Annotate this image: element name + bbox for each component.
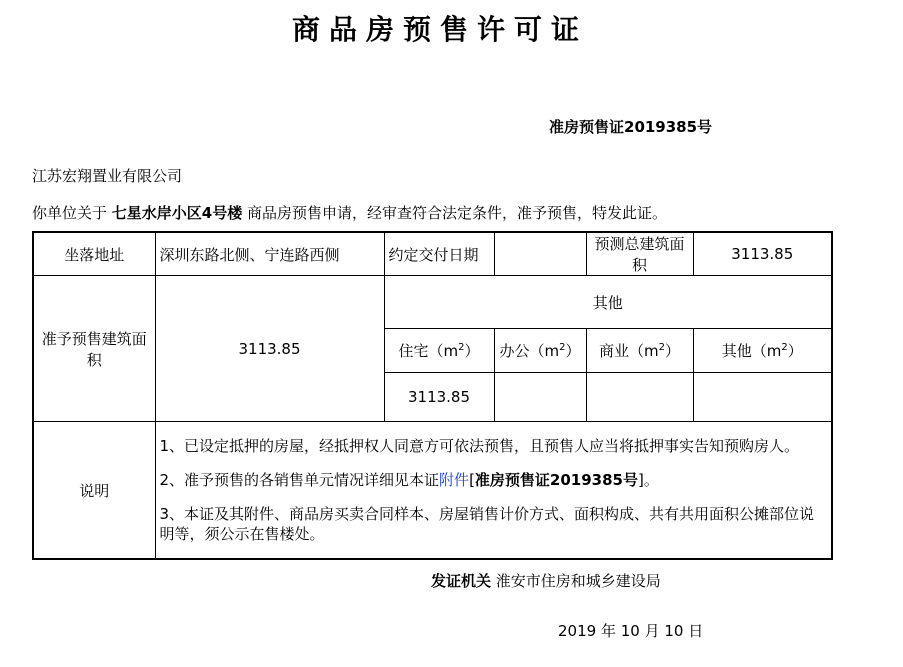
unit-commercial: 商业$(m^2)$ bbox=[586, 329, 693, 373]
attachment-link[interactable]: 附件 bbox=[439, 471, 470, 489]
unit-other: 其他$(m^2)$ bbox=[693, 329, 832, 373]
intro-prefix: 你单位关于 bbox=[32, 204, 108, 222]
issuer-name: 淮安市住房和城乡建设局 bbox=[495, 572, 661, 590]
unit-residential: 住宅$(m^2)$ bbox=[384, 329, 494, 373]
presale-area-label: 准予预售建筑面积 bbox=[33, 276, 155, 422]
presale-area-value: 3113.85 bbox=[155, 276, 384, 422]
issuing-authority bbox=[431, 570, 661, 591]
estimated-area-label: 预测总建筑面积 bbox=[586, 232, 693, 276]
note-2: 2、准予预售的各销售单元情况详细见本证附件[准房预售证2019385号]。 bbox=[159, 471, 659, 489]
issuer-label: 发证机关 bbox=[431, 572, 492, 590]
estimated-area-value: 3113.85 bbox=[693, 232, 832, 276]
presale-area-row bbox=[33, 276, 832, 329]
document-title: 商品房预售许可证 bbox=[291, 13, 588, 46]
project-name: 七星水岸小区4号楼 bbox=[111, 204, 243, 222]
location-value: 深圳东路北侧、宁连路西侧 bbox=[155, 232, 384, 276]
notes-content bbox=[155, 422, 832, 560]
attachment-permit-number: 准房预售证2019385号 bbox=[474, 471, 638, 489]
intro-suffix: 商品房预售申请，经审查符合法定条件，准予预售，特发此证。 bbox=[247, 204, 668, 222]
permit-number: 准房预售证2019385号 bbox=[549, 118, 713, 136]
intro-text bbox=[32, 202, 667, 223]
location-row bbox=[33, 232, 832, 276]
value-other bbox=[693, 373, 832, 422]
other-header: 其他 bbox=[384, 276, 832, 329]
note-1: 1、已设定抵押的房屋，经抵押权人同意方可依法预售，且预售人应当将抵押事实告知预购房人。 bbox=[159, 437, 800, 455]
permit-table bbox=[32, 231, 833, 560]
notes-row bbox=[33, 422, 832, 560]
value-office bbox=[494, 373, 586, 422]
value-residential: 3113.85 bbox=[384, 373, 494, 422]
delivery-date-value bbox=[494, 232, 586, 276]
location-label: 坐落地址 bbox=[33, 232, 155, 276]
delivery-date-label: 约定交付日期 bbox=[384, 232, 494, 276]
unit-office: 办公$(m^2)$ bbox=[494, 329, 586, 373]
value-commercial bbox=[586, 373, 693, 422]
note-3: 3、本证及其附件、商品房买卖合同样本、房屋销售计价方式、面积构成、共有共用面积公摊部位说明等，须公示在售楼处。 bbox=[159, 505, 815, 543]
company-name: 江苏宏翔置业有限公司 bbox=[32, 167, 183, 185]
issue-date: 2019 年 10 月 10 日 bbox=[558, 622, 704, 640]
notes-label: 说明 bbox=[33, 422, 155, 560]
